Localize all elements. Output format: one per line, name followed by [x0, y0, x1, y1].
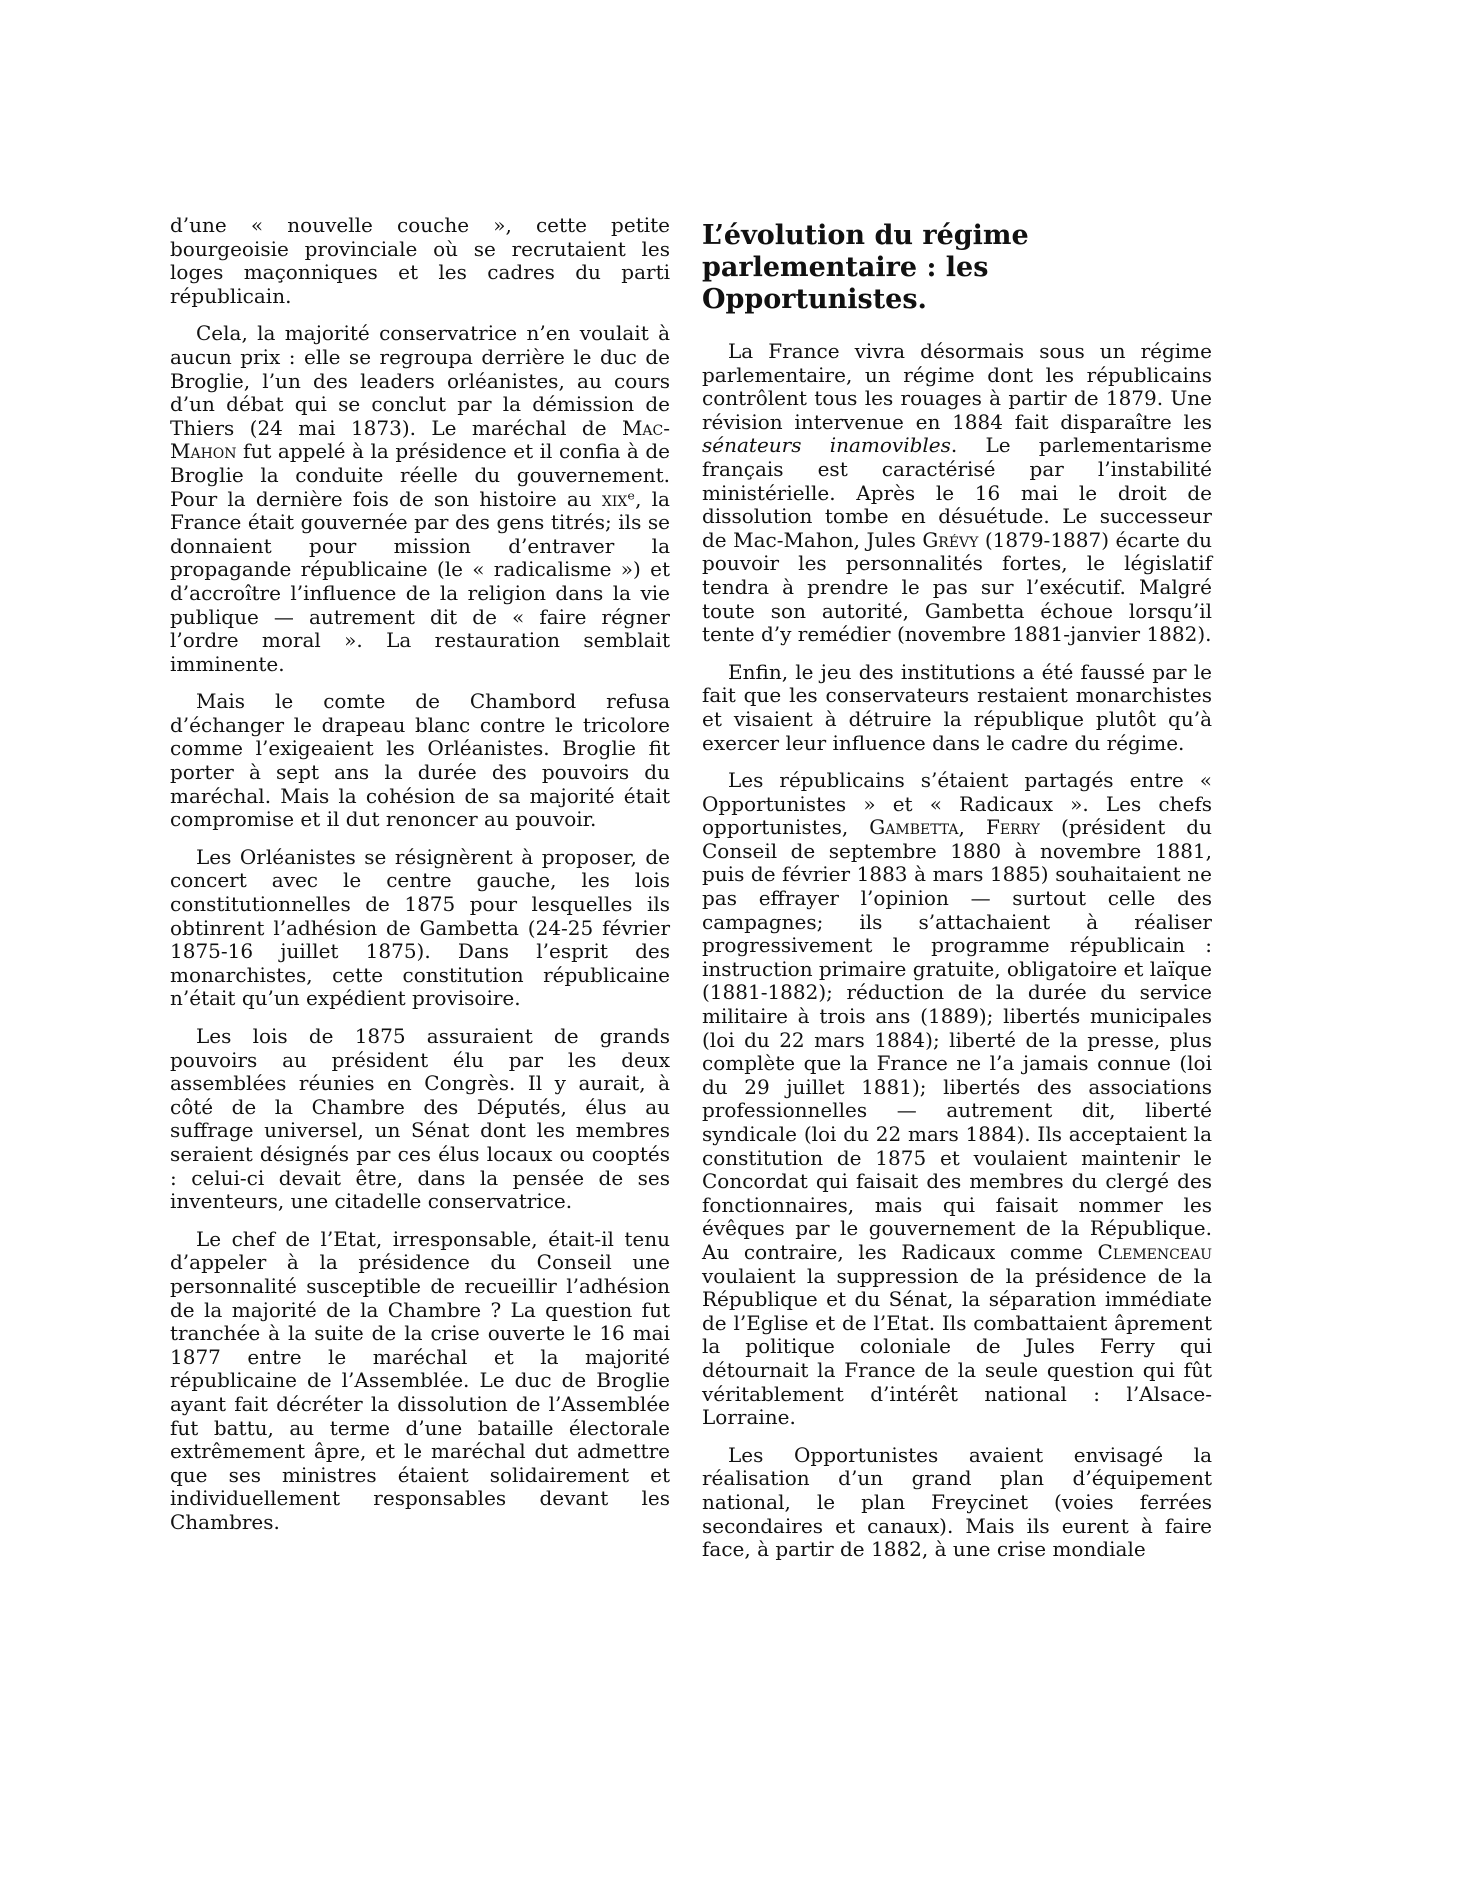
person-name: Grévy: [922, 527, 979, 552]
paragraph-text: Cela, la majorité conservatrice n’en voulait à aucun prix : elle se regroupa derrière le duc de Broglie, l’un des leaders orléanistes, au cours d’un débat qui se conclut par la démission de Thiers (24 mai 1873). Le maréchal de: [170, 321, 670, 440]
paragraph-text: Les Orléanistes se résignèrent à proposer, de concert avec le centre gauche, les lois constitutionnelles de 1875 pour lesquelles ils obtinrent l’adhésion de Gambetta (24-25 février 1875-16 juillet 1875). Dans l’esprit des monarchistes, cette constitution républicaine n’était qu’un expédient provisoire.: [170, 844, 670, 1011]
paragraph-continued: [170, 214, 670, 308]
person-name: Ferry: [985, 815, 1040, 840]
paragraph-text: voulaient la suppression de la présidence de la République et du Sénat, la séparation immédiate de l’Eglise et de l’Etat. Ils combattaient âprement la politique coloniale de Jules Ferry qui détournait la France de la seule question qui fût véritablement d’intérêt national : l’Alsace-Lorraine.: [702, 1263, 1212, 1430]
paragraph-institutions: [702, 661, 1212, 755]
paragraph-republicains: [702, 769, 1212, 1430]
person-name: Clemenceau: [1097, 1239, 1212, 1264]
paragraph-text: fut appelé à la présidence et il confia à de Broglie la conduite réelle du gouvernement. Pour la dernière fois de son histoire au: [170, 439, 670, 511]
paragraph-text: d’une « nouvelle couche », cette petite bourgeoisie provinciale où se recrutaient les loges maçonniques et les cadres du parti républicain.: [170, 213, 670, 308]
paragraph-text: La France vivra désormais sous un régime parlementaire, un régime dont les républicains contrôlent tous les rouages à partir de 1879. Une révision intervenue en 1884 fait disparaître les: [702, 339, 1212, 434]
italic-term: sénateurs inamovibles: [702, 433, 951, 458]
paragraph-text: Mais le comte de Chambord refusa d’échanger le drapeau blanc contre le tricolore comme l’exigeaient les Orléanistes. Broglie fit porter à sept ans la durée des pouvoirs du maréchal. Mais la cohésion de sa majorité était compromise et il dut renoncer au pouvoir.: [170, 689, 670, 832]
paragraph-text: Les lois de 1875 assuraient de grands pouvoirs au président élu par les deux assemblées réunies en Congrès. Il y aurait, à côté de la Chambre des Députés, élus au suffrage universel, un Sénat dont les membres seraient désignés par ces élus locaux ou cooptés : celui-ci devait être, dans la pensée de ses inventeurs, une citadelle conservatrice.: [170, 1024, 670, 1214]
paragraph-text: (1879-1887) écarte du pouvoir les personnalités fortes, le législatif tendra à prendre le pas sur l’exécutif. Malgré toute son autorité, Gambetta échoue lorsqu’il tente d’y remédier (novembre 1881-janvier 1882).: [702, 527, 1212, 647]
paragraph-text: Enfin, le jeu des institutions a été faussé par le fait que les conservateurs restaient monarchistes et visaient à détruire la république plutôt qu’à exercer leur influence dans le cadre du régime.: [702, 659, 1212, 755]
paragraph-text: Les Opportunistes avaient envisagé la réalisation d’un grand plan d’équipement national, le plan Freycinet (voies ferrées secondaires et canaux). Mais ils eurent à faire face, à partir de 1882, à une crise mondiale: [702, 1442, 1212, 1562]
paragraph-text: Les républicains s’étaient partagés entre « Opportunistes » et « Radicaux ». Les chefs opportunistes,: [702, 768, 1212, 840]
paragraph-pouvoirs: [170, 1025, 670, 1214]
section-heading: L’évolution du régime parlementaire : les Opportunistes.: [702, 220, 1029, 315]
paragraph-regime: [702, 340, 1212, 647]
paragraph-text: , la France était gouvernée par des gens titrés; ils se donnaient pour mission d’entraver la propagande républicaine (le « radicalisme ») et d’accroître l’influence de la religion dans la vie publique — autrement dit de « faire régner l’ordre moral ». La restauration semblait imminente.: [170, 486, 670, 676]
paragraph-text: Le chef de l’Etat, irresponsable, était-il tenu d’appeler à la présidence du Conseil une personnalité susceptible de recueillir l’adhésion de la majorité de la Chambre ? La question fut tranchée à la suite de la crise ouverte le 16 mai 1877 entre le maréchal et la majorité républicaine de l’Assemblée. Le duc de Broglie ayant fait décréter la dissolution de l’Assemblée fut battu, au terme d’une bataille électorale extrêmement âpre, et le maréchal dut admettre que ses ministres étaient solidairement et individuellement responsables devant les Chambres.: [170, 1226, 670, 1534]
person-name: Mac-Mahon: [170, 415, 670, 464]
century-numeral: xixᵉ: [601, 486, 636, 511]
paragraph-lois-1875: [170, 846, 670, 1011]
paragraph-broglie: [170, 322, 670, 676]
paragraph-text: . Le parlementarisme français est caractérisé par l’instabilité ministérielle. Après le 16 mai le droit de dissolution tombe en désuétude. Le successeur de Mac-Mahon, Jules: [702, 433, 1212, 552]
paragraph-text: (président du Conseil de septembre 1880 à novembre 1881, puis de février 1883 à mars 1885) souhaitaient ne pas effrayer l’opinion — surtout celle des campagnes; ils s’attachaient à réaliser progressivement le programme républicain : instruction primaire gratuite, obligatoire et laïque (1881-1882); réduction de la durée du service militaire à trois ans (1889); libertés municipales (loi du 22 mars 1884); liberté de la presse, plus complète que la France ne l’a jamais connue (loi du 29 juillet 1881); libertés des associations professionnelles — autrement dit, liberté syndicale (loi du 22 mars 1884). Ils acceptaient la constitution de 1875 et voulaient maintenir le Concordat qui faisait des membres du clergé des fonctionnaires, mais qui faisait nommer les évêques par le gouvernement de la République. Au contraire, les Radicaux comme: [702, 815, 1212, 1264]
left-column: [170, 214, 670, 1548]
paragraph-freycinet: [702, 1444, 1212, 1562]
paragraph-text: ,: [958, 815, 986, 840]
paragraph-chef-etat: [170, 1228, 670, 1535]
paragraph-chambord: [170, 690, 670, 832]
right-column: [702, 220, 1212, 1576]
person-name: Gambetta: [869, 815, 959, 840]
